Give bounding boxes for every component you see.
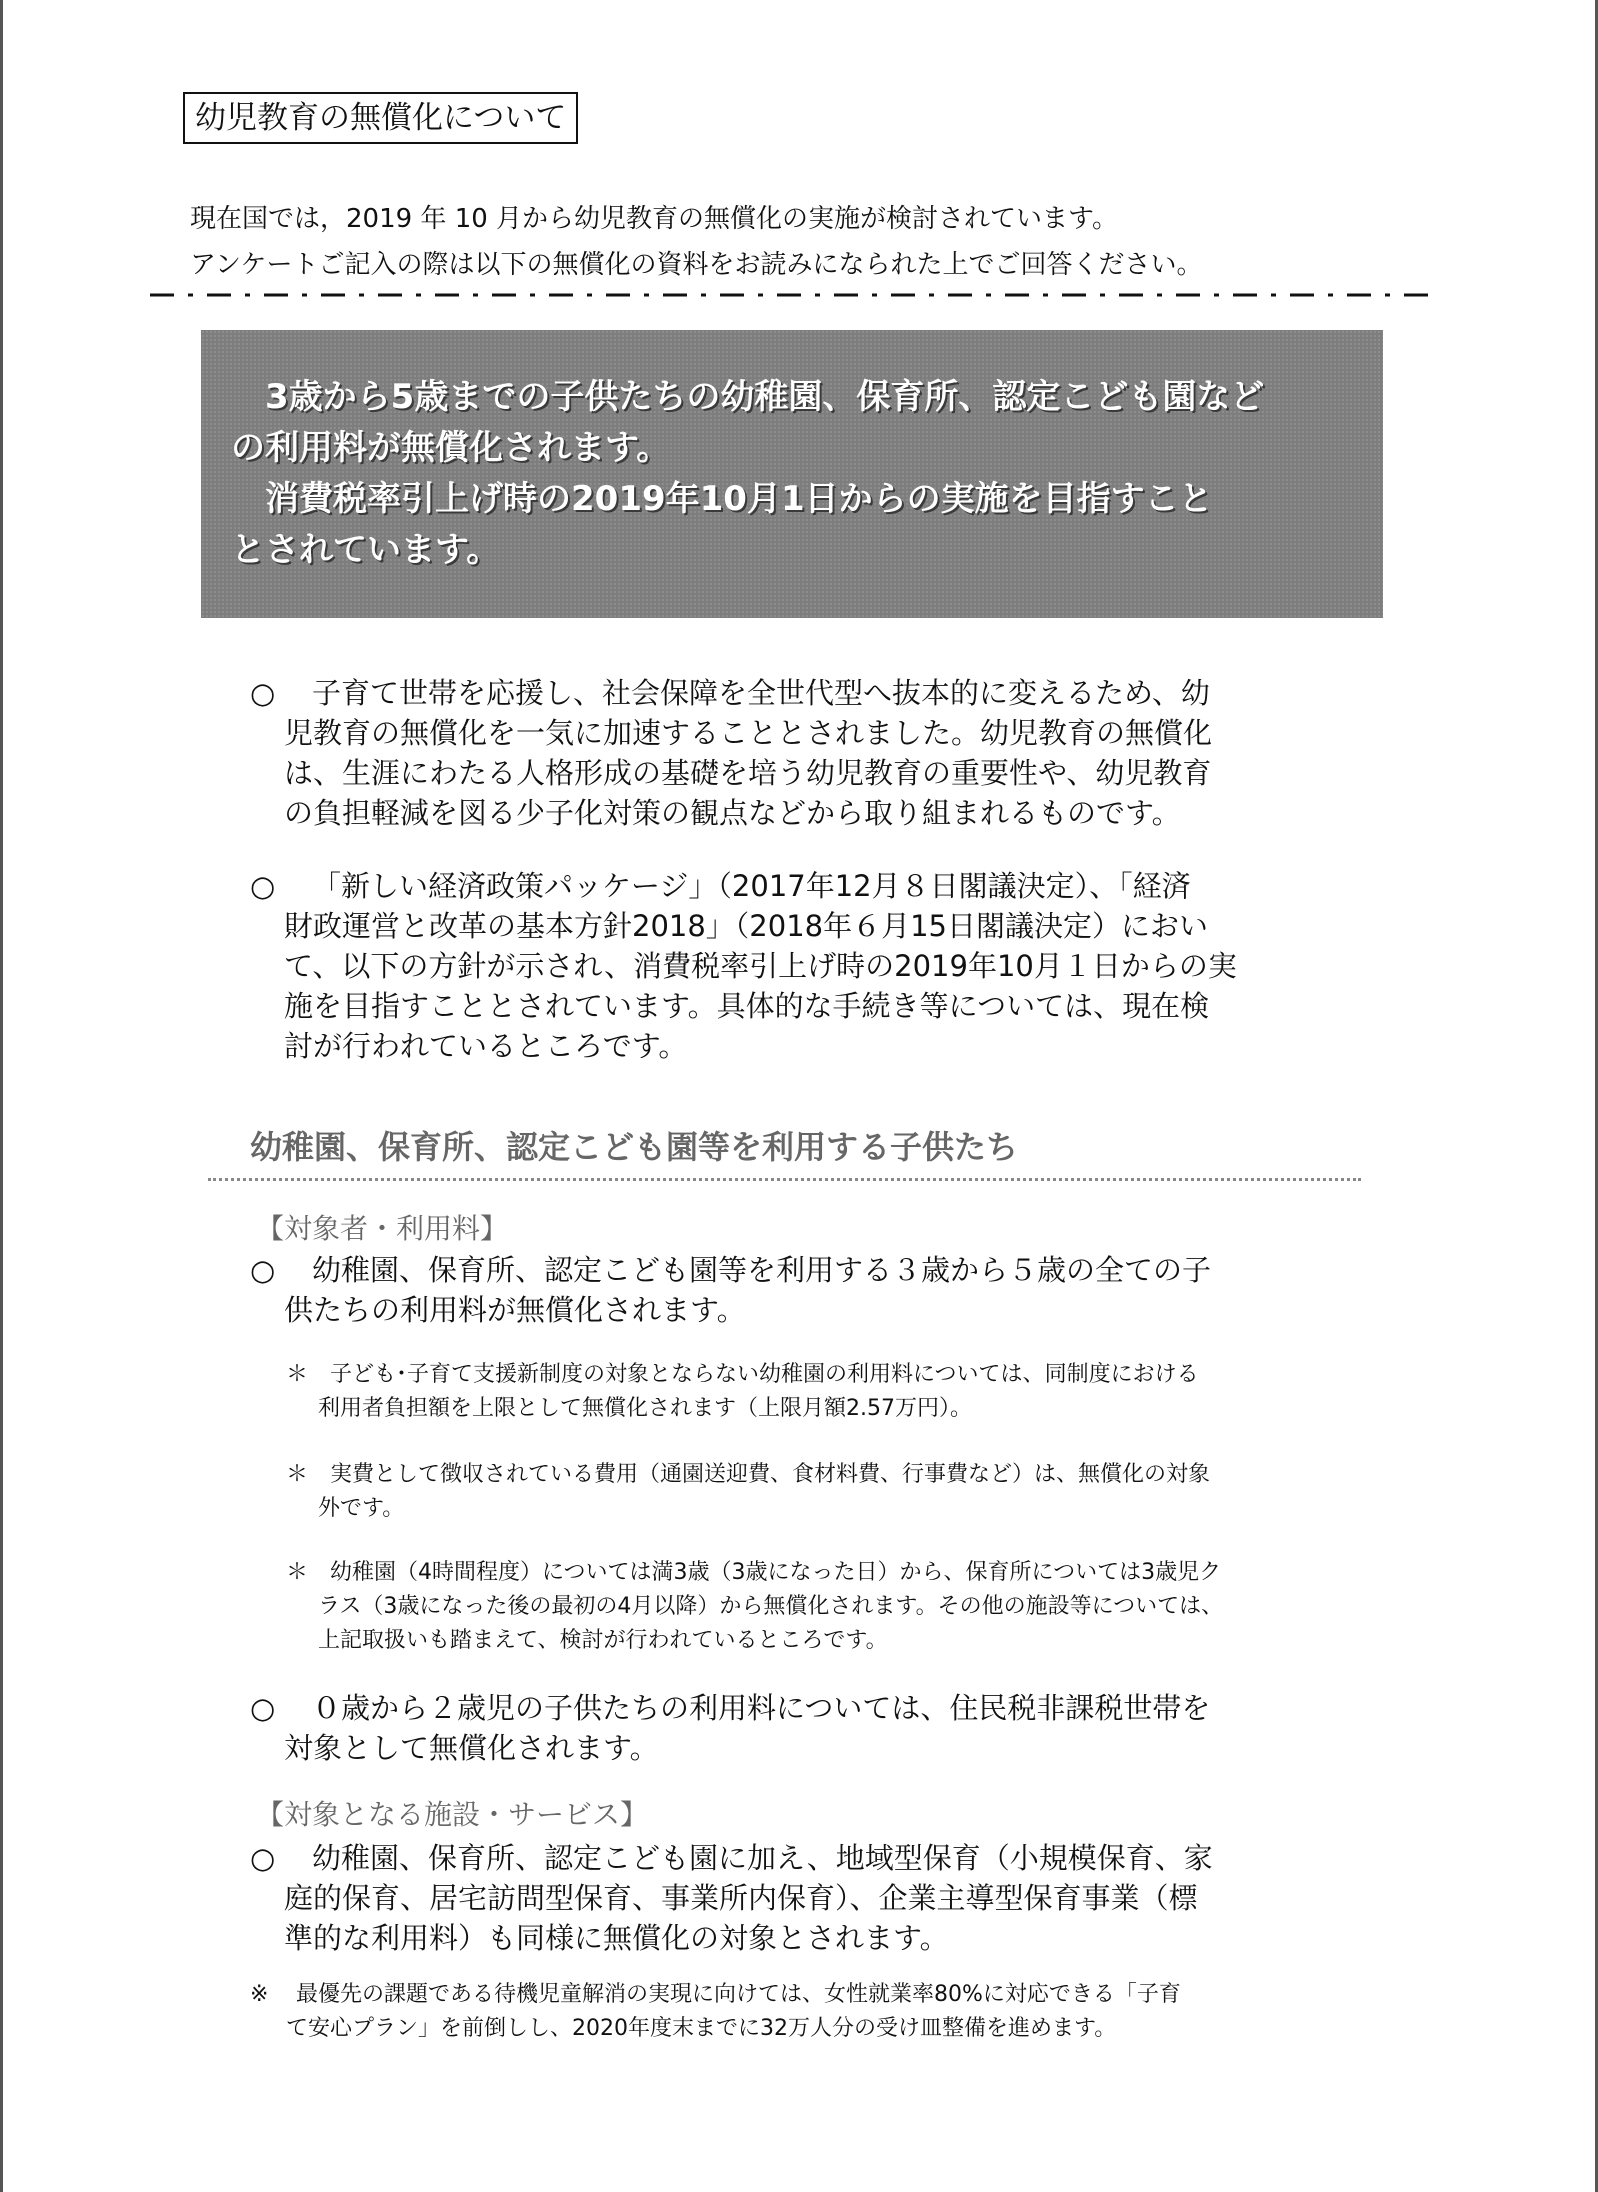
paragraph-line: 庭的保育、居宅訪問型保育、事業所内保育）、企業主導型保育事業（標 bbox=[284, 1881, 1198, 1915]
paragraph-line: 準的な利用料）も同様に無償化の対象とされます。 bbox=[284, 1921, 949, 1955]
intro-line: アンケートご記入の際は以下の無償化の資料をお読みになられた上でご回答ください。 bbox=[190, 250, 1203, 280]
footnote-line: て安心プラン」を前倒しし、2020年度末までに32万人分の受け皿整備を進めます。 bbox=[286, 2016, 1117, 2041]
note-line: 利用者負担額を上限として無償化されます（上限月額2.57万円）。 bbox=[318, 1396, 972, 1421]
intro-text bbox=[190, 196, 1202, 288]
banner-line: とされています。 bbox=[231, 530, 501, 570]
note-line: 上記取扱いも踏まえて、検討が行われているところです。 bbox=[318, 1628, 888, 1653]
paragraph-ages-3-5 bbox=[250, 1250, 1330, 1330]
paragraph-line: 「新しい経済政策パッケージ」（2017年12月８日閣議決定）、「経済 bbox=[312, 869, 1191, 903]
banner-line: 3歳から5歳までの子供たちの幼稚園、保育所、認定こども園など bbox=[231, 377, 1265, 417]
paragraph-line: の負担軽減を図る少子化対策の観点などから取り組まれるものです。 bbox=[284, 796, 1181, 830]
document-title: 幼児教育の無償化について bbox=[183, 92, 578, 144]
note-actual-costs bbox=[286, 1458, 1346, 1526]
paragraph-line: 対象として無償化されます。 bbox=[284, 1731, 659, 1765]
paragraph-facilities bbox=[250, 1838, 1330, 1958]
note-line: 実費として徴収されている費用（通園送迎費、食材料費、行事費など）は、無償化の対象 bbox=[330, 1462, 1211, 1487]
paragraph-ages-0-2 bbox=[250, 1688, 1330, 1768]
paragraph-line: て、以下の方針が示され、消費税率引上げ時の2019年10月１日からの実 bbox=[284, 949, 1237, 983]
page-border-left bbox=[0, 0, 3, 2192]
paragraph-line: 討が行われているところです。 bbox=[284, 1029, 688, 1063]
summary-banner bbox=[201, 330, 1383, 618]
subheading-target-fees: 【対象者・利用料】 bbox=[256, 1212, 509, 1245]
note-line: 子ども･子育て支援新制度の対象とならない幼稚園の利用料については、同制度における bbox=[330, 1362, 1199, 1387]
paragraph-line: 幼稚園、保育所、認定こども園に加え、地域型保育（小規模保育、家 bbox=[312, 1841, 1213, 1875]
note-line: ラス（3歳になった後の最初の4月以降）から無償化されます。その他の施設等については、 bbox=[318, 1594, 1224, 1619]
dotted-divider bbox=[208, 1178, 1361, 1181]
bullet-circle: ○ bbox=[250, 1253, 276, 1287]
bullet-circle: ○ bbox=[250, 1841, 276, 1875]
paragraph-line: は、生涯にわたる人格形成の基礎を培う幼児教育の重要性や、幼児教育 bbox=[284, 756, 1212, 790]
footnote-line: 最優先の課題である待機児童解消の実現に向けては、女性就業率80%に対応できる「子育 bbox=[296, 1982, 1181, 2007]
paragraph-line: ０歳から２歳児の子供たちの利用料については、住民税非課税世帯を bbox=[312, 1691, 1211, 1725]
note-start-timing bbox=[286, 1556, 1346, 1658]
paragraph-policy-package bbox=[250, 866, 1330, 1066]
intro-line: 現在国では，2019 年 10 月から幼児教育の無償化の実施が検討されています。 bbox=[190, 204, 1118, 234]
subheading-target-facilities: 【対象となる施設・サービス】 bbox=[256, 1798, 649, 1831]
dash-dot-divider bbox=[150, 292, 1442, 298]
section-heading: 幼稚園、保育所、認定こども園等を利用する子供たち bbox=[250, 1128, 1019, 1166]
asterisk-mark: ＊ bbox=[286, 1362, 309, 1387]
paragraph-line: 幼稚園、保育所、認定こども園等を利用する３歳から５歳の全ての子 bbox=[312, 1253, 1212, 1287]
note-line: 幼稚園（4時間程度）については満3歳（3歳になった日）から、保育所については3歳児ク bbox=[330, 1560, 1222, 1585]
paragraph-support-households bbox=[250, 673, 1330, 833]
reference-mark: ※ bbox=[250, 1982, 269, 2007]
banner-line: の利用料が無償化されます。 bbox=[231, 428, 671, 468]
bullet-circle: ○ bbox=[250, 1691, 276, 1725]
paragraph-line: 児教育の無償化を一気に加速することとされました。幼児教育の無償化 bbox=[284, 716, 1213, 750]
paragraph-line: 財政運営と改革の基本方針2018」（2018年６月15日閣議決定）におい bbox=[284, 909, 1209, 943]
note-kindergarten-fee-cap bbox=[286, 1358, 1346, 1426]
bullet-circle: ○ bbox=[250, 676, 276, 710]
paragraph-line: 供たちの利用料が無償化されます。 bbox=[284, 1293, 746, 1327]
paragraph-line: 子育て世帯を応援し、社会保障を全世代型へ抜本的に変えるため、幼 bbox=[312, 676, 1210, 710]
paragraph-line: 施を目指すこととされています。具体的な手続き等については、現在検 bbox=[284, 989, 1210, 1023]
footnote-waiting-children bbox=[250, 1978, 1181, 2046]
banner-line: 消費税率引上げ時の2019年10月1日からの実施を目指すこと bbox=[231, 479, 1213, 519]
asterisk-mark: ＊ bbox=[286, 1560, 309, 1585]
bullet-circle: ○ bbox=[250, 869, 276, 903]
asterisk-mark: ＊ bbox=[286, 1462, 309, 1487]
note-line: 外です。 bbox=[318, 1496, 405, 1521]
